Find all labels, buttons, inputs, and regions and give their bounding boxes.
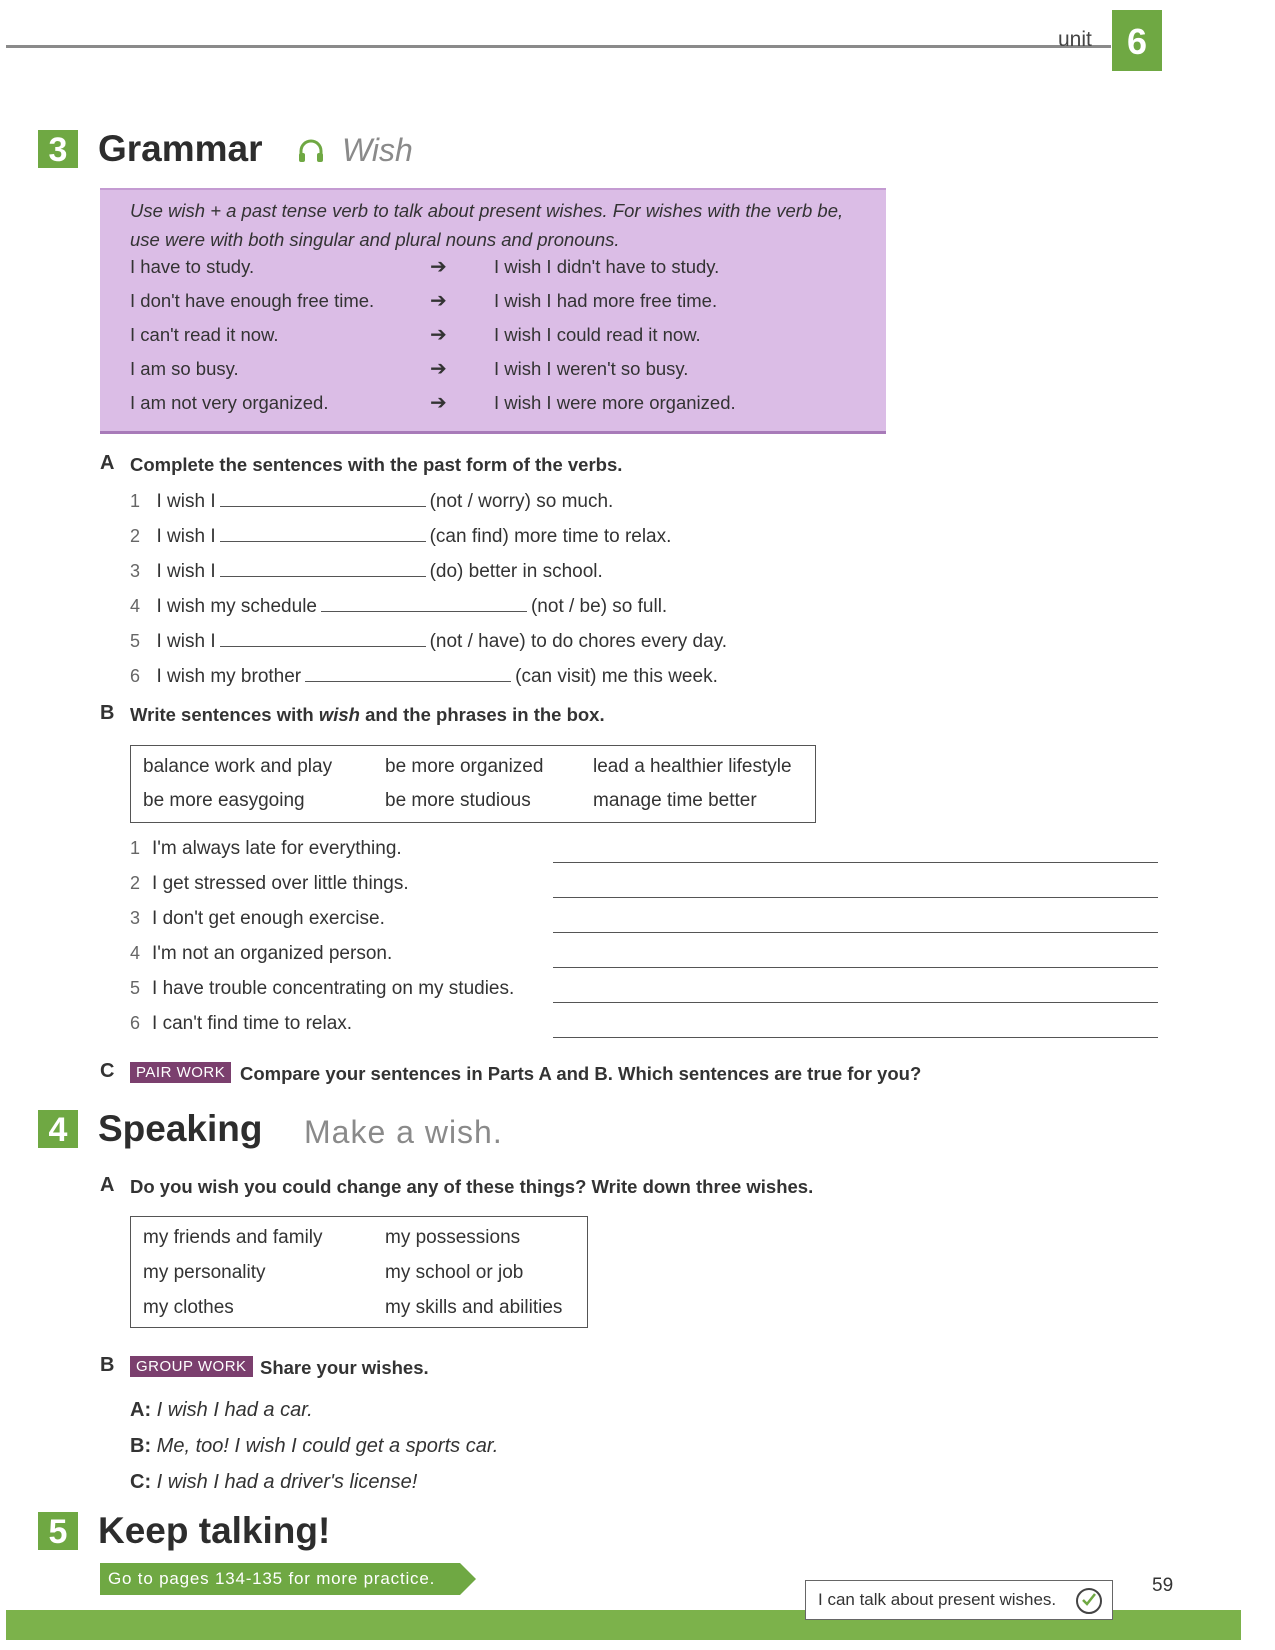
part-a-letter: A [100, 452, 115, 474]
thing-item: my skills and abilities [385, 1297, 563, 1318]
section-4-subtitle: Make a wish. [304, 1114, 503, 1150]
things-box [130, 1216, 588, 1328]
practice-link[interactable]: Go to pages 134-135 for more practice. [100, 1563, 460, 1595]
part-c-letter: C [100, 1060, 115, 1082]
section-4-number: 4 [38, 1110, 78, 1148]
answer-blank[interactable] [305, 663, 511, 682]
grammar-row-left: I can't read it now. [130, 324, 279, 345]
grammar-row [130, 256, 870, 290]
list-item: 4 I'm not an organized person. [130, 943, 393, 964]
dialog-line: B: Me, too! I wish I could get a sports car. [130, 1435, 499, 1457]
answer-line[interactable] [553, 1002, 1158, 1003]
grammar-row-left: I am not very organized. [130, 392, 329, 413]
list-item: 2 I get stressed over little things. [130, 873, 409, 894]
list-item: 4 I wish my schedule (not / be) so full. [130, 593, 830, 628]
grammar-row-left: I don't have enough free time. [130, 290, 375, 311]
answer-blank[interactable] [220, 628, 426, 647]
grammar-row-right: I wish I weren't so busy. [494, 358, 689, 379]
list-item: 3 I wish I (do) better in school. [130, 558, 830, 593]
thing-item: my friends and family [143, 1227, 323, 1248]
unit-number: 6 [1112, 10, 1162, 71]
page-number: 59 [1152, 1575, 1174, 1596]
dialog-line: A: I wish I had a car. [130, 1399, 313, 1421]
list-item: 5 I wish I (not / have) to do chores every day. [130, 628, 830, 663]
dialog [130, 1392, 498, 1500]
can-do-text: I can talk about present wishes. [818, 1590, 1057, 1609]
answer-line[interactable] [553, 967, 1158, 968]
part-c-instruction: Compare your sentences in Parts A and B. Which sentences are true for you? [240, 1063, 922, 1084]
section-3-number: 3 [38, 130, 78, 168]
grammar-row [130, 358, 870, 392]
grammar-row-right: I wish I had more free time. [494, 290, 718, 311]
phrase: be more studious [385, 790, 531, 811]
arrow-icon: ➔ [430, 256, 447, 278]
part-b-instruction: Write sentences with wish and the phrases in the box. [130, 704, 605, 725]
part-a-instruction: Do you wish you could change any of these things? Write down three wishes. [130, 1176, 814, 1197]
part-a-letter: A [100, 1174, 115, 1196]
grammar-row-right: I wish I didn't have to study. [494, 256, 720, 277]
headphones-icon[interactable] [298, 138, 324, 169]
phrase: balance work and play [143, 756, 333, 777]
phrase: be more easygoing [143, 790, 305, 811]
phrase: be more organized [385, 756, 544, 777]
part-a-instruction: Complete the sentences with the past form of the verbs. [130, 454, 623, 475]
section-3-subtitle: Wish [342, 132, 413, 168]
grammar-row [130, 290, 870, 324]
list-item: 1 I'm always late for everything. [130, 838, 402, 859]
group-work-tag: GROUP WORK [130, 1356, 253, 1377]
grammar-row-left: I am so busy. [130, 358, 239, 379]
answer-line[interactable] [553, 862, 1158, 863]
thing-item: my school or job [385, 1262, 524, 1283]
part-a-list [130, 488, 830, 698]
part-b-instruction: Share your wishes. [260, 1357, 429, 1378]
can-do-box[interactable] [805, 1580, 1113, 1620]
arrow-icon: ➔ [430, 392, 447, 414]
list-item: 3 I don't get enough exercise. [130, 908, 385, 929]
part-b-letter: B [100, 1354, 115, 1376]
part-b-letter: B [100, 702, 115, 724]
grammar-row-right: I wish I could read it now. [494, 324, 701, 345]
top-rule [6, 45, 1111, 48]
check-icon[interactable] [1076, 1588, 1102, 1614]
answer-blank[interactable] [321, 593, 527, 612]
answer-blank[interactable] [220, 558, 426, 577]
phrase: lead a healthier lifestyle [593, 756, 792, 777]
practice-arrow-icon [460, 1563, 476, 1595]
arrow-icon: ➔ [430, 290, 447, 312]
section-3-title: Grammar [98, 128, 263, 169]
list-item: 2 I wish I (can find) more time to relax. [130, 523, 830, 558]
phrase-box [130, 745, 816, 823]
unit-label: unit [1058, 28, 1092, 51]
grammar-intro [130, 196, 870, 254]
answer-line[interactable] [553, 1037, 1158, 1038]
grammar-intro-line2: use were with both singular and plural nouns and pronouns. [130, 229, 620, 250]
grammar-row [130, 392, 870, 426]
pair-work-tag: PAIR WORK [130, 1062, 231, 1083]
grammar-intro-line1: Use wish + a past tense verb to talk about present wishes. For wishes with the verb be, [130, 200, 844, 221]
list-item: 1 I wish I (not / worry) so much. [130, 488, 830, 523]
list-item: 6 I wish my brother (can visit) me this week. [130, 663, 830, 698]
section-5-number: 5 [38, 1512, 78, 1550]
grammar-row [130, 324, 870, 358]
thing-item: my personality [143, 1262, 266, 1283]
grammar-row-right: I wish I were more organized. [494, 392, 736, 413]
phrase: manage time better [593, 790, 757, 811]
list-item: 5 I have trouble concentrating on my studies. [130, 978, 515, 999]
answer-line[interactable] [553, 897, 1158, 898]
list-item: 6 I can't find time to relax. [130, 1013, 353, 1034]
answer-blank[interactable] [220, 523, 426, 542]
grammar-box [100, 188, 886, 434]
dialog-line: C: I wish I had a driver's license! [130, 1471, 418, 1493]
section-5-title: Keep talking! [98, 1510, 331, 1551]
part-b-list [130, 838, 570, 1048]
answer-blank[interactable] [220, 488, 426, 507]
arrow-icon: ➔ [430, 358, 447, 380]
thing-item: my possessions [385, 1227, 521, 1248]
grammar-row-left: I have to study. [130, 256, 255, 277]
arrow-icon: ➔ [430, 324, 447, 346]
answer-line[interactable] [553, 932, 1158, 933]
section-4-title: Speaking [98, 1108, 263, 1149]
thing-item: my clothes [143, 1297, 234, 1318]
